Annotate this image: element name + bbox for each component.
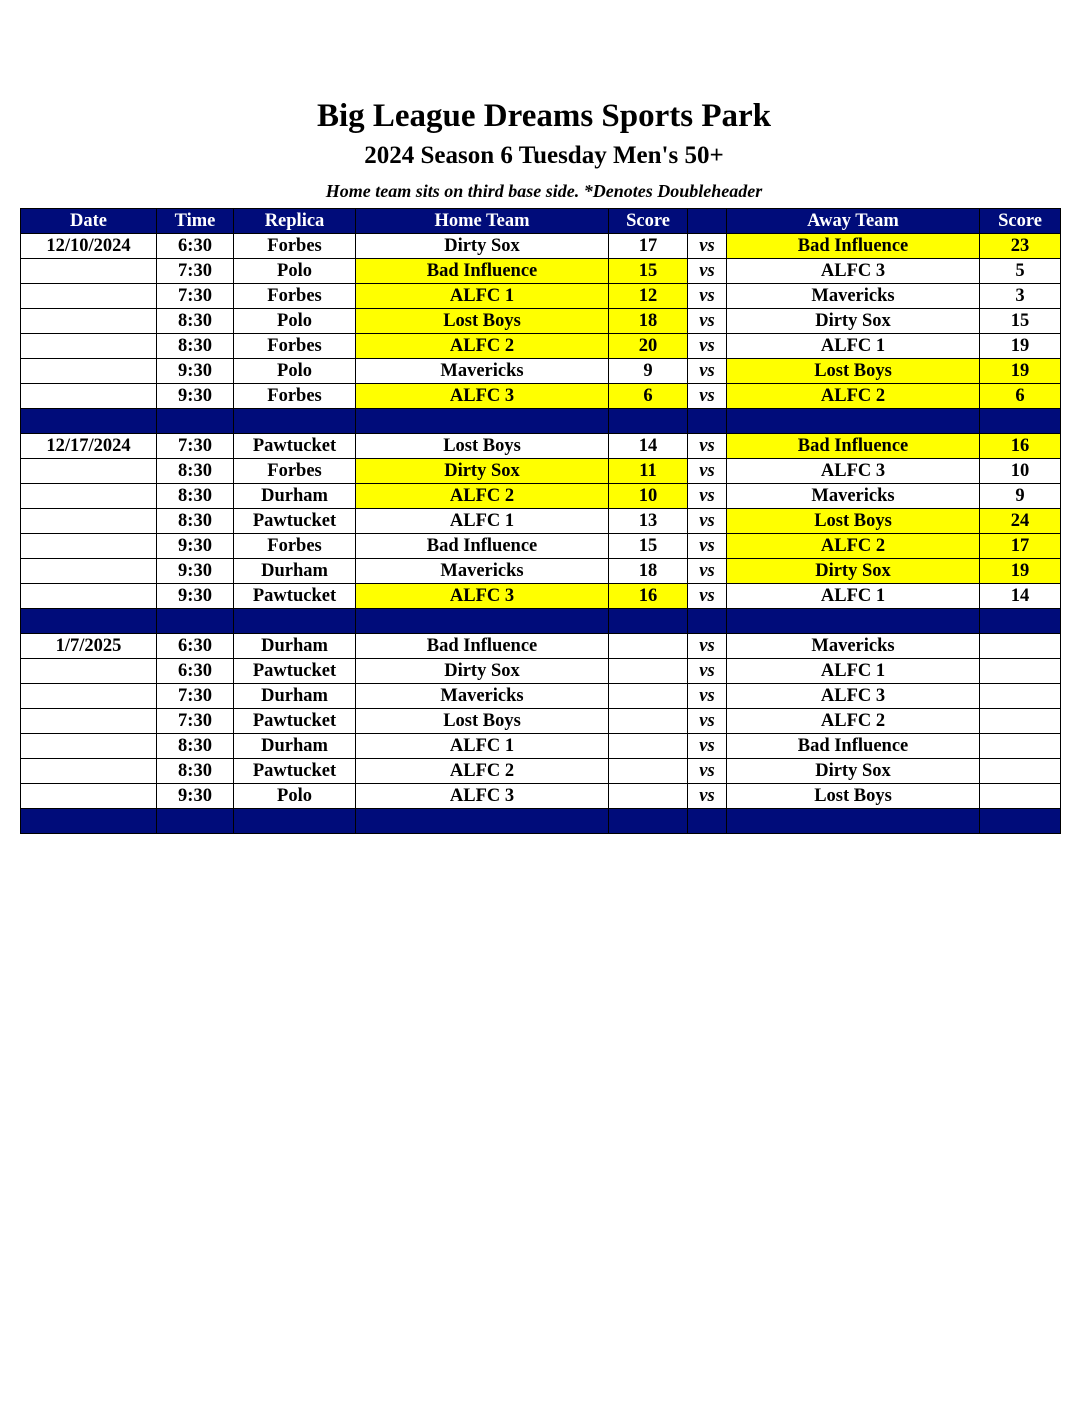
time-cell: 7:30 xyxy=(157,709,234,734)
home-score-cell xyxy=(609,684,688,709)
date-cell xyxy=(21,259,157,284)
replica-cell: Pawtucket xyxy=(234,434,356,459)
home-team-cell: Dirty Sox xyxy=(356,234,609,259)
date-cell xyxy=(21,484,157,509)
away-score-cell: 14 xyxy=(980,584,1061,609)
separator-cell xyxy=(980,809,1061,834)
table-row xyxy=(21,384,1061,409)
table-row xyxy=(21,309,1061,334)
away-score-cell xyxy=(980,634,1061,659)
away-team-cell: ALFC 1 xyxy=(727,584,980,609)
week-separator-row xyxy=(21,409,1061,434)
away-score-cell xyxy=(980,759,1061,784)
home-score-cell: 13 xyxy=(609,509,688,534)
separator-cell xyxy=(356,809,609,834)
page-subtitle: 2024 Season 6 Tuesday Men's 50+ xyxy=(364,142,724,169)
away-score-cell xyxy=(980,709,1061,734)
time-cell: 8:30 xyxy=(157,509,234,534)
time-cell: 8:30 xyxy=(157,309,234,334)
date-cell: 1/7/2025 xyxy=(21,634,157,659)
separator-cell xyxy=(234,409,356,434)
date-cell xyxy=(21,459,157,484)
away-score-cell xyxy=(980,784,1061,809)
vs-label: vs xyxy=(688,709,727,734)
away-team-cell: Mavericks xyxy=(727,634,980,659)
home-score-cell: 12 xyxy=(609,284,688,309)
column-header-home-team: Home Team xyxy=(356,209,609,234)
date-cell: 12/10/2024 xyxy=(21,234,157,259)
time-cell: 9:30 xyxy=(157,784,234,809)
table-row xyxy=(21,259,1061,284)
table-row xyxy=(21,684,1061,709)
week-separator-row xyxy=(21,609,1061,634)
home-score-cell: 15 xyxy=(609,534,688,559)
schedule-table xyxy=(20,208,1061,834)
table-header-row xyxy=(21,209,1061,234)
separator-cell xyxy=(157,609,234,634)
table-row xyxy=(21,734,1061,759)
home-team-cell: ALFC 1 xyxy=(356,284,609,309)
table-row xyxy=(21,459,1061,484)
away-score-cell: 10 xyxy=(980,459,1061,484)
date-cell xyxy=(21,284,157,309)
separator-cell xyxy=(234,609,356,634)
home-score-cell: 14 xyxy=(609,434,688,459)
home-score-cell: 17 xyxy=(609,234,688,259)
table-row xyxy=(21,359,1061,384)
time-cell: 9:30 xyxy=(157,384,234,409)
table-row xyxy=(21,584,1061,609)
vs-label: vs xyxy=(688,334,727,359)
separator-cell xyxy=(609,609,688,634)
date-cell xyxy=(21,309,157,334)
separator-cell xyxy=(727,809,980,834)
separator-cell xyxy=(21,409,157,434)
replica-cell: Polo xyxy=(234,359,356,384)
away-team-cell: ALFC 1 xyxy=(727,334,980,359)
time-cell: 8:30 xyxy=(157,734,234,759)
column-header-date: Date xyxy=(21,209,157,234)
time-cell: 7:30 xyxy=(157,434,234,459)
home-score-cell xyxy=(609,784,688,809)
separator-cell xyxy=(21,809,157,834)
home-score-cell xyxy=(609,759,688,784)
separator-cell xyxy=(609,409,688,434)
time-cell: 7:30 xyxy=(157,284,234,309)
away-score-cell: 16 xyxy=(980,434,1061,459)
home-team-cell: ALFC 1 xyxy=(356,734,609,759)
time-cell: 8:30 xyxy=(157,484,234,509)
replica-cell: Polo xyxy=(234,784,356,809)
table-row xyxy=(21,434,1061,459)
away-score-cell: 6 xyxy=(980,384,1061,409)
table-row xyxy=(21,534,1061,559)
table-row xyxy=(21,709,1061,734)
separator-cell xyxy=(157,409,234,434)
replica-cell: Pawtucket xyxy=(234,584,356,609)
replica-cell: Polo xyxy=(234,309,356,334)
away-team-cell: ALFC 3 xyxy=(727,259,980,284)
column-header-home-score: Score xyxy=(609,209,688,234)
home-team-cell: ALFC 1 xyxy=(356,509,609,534)
home-team-cell: Dirty Sox xyxy=(356,459,609,484)
separator-cell xyxy=(21,609,157,634)
vs-label: vs xyxy=(688,559,727,584)
date-cell xyxy=(21,584,157,609)
away-score-cell: 23 xyxy=(980,234,1061,259)
date-cell xyxy=(21,384,157,409)
home-team-cell: Mavericks xyxy=(356,559,609,584)
home-score-cell: 9 xyxy=(609,359,688,384)
separator-cell xyxy=(356,409,609,434)
away-team-cell: Mavericks xyxy=(727,284,980,309)
away-score-cell: 3 xyxy=(980,284,1061,309)
column-header-away-team: Away Team xyxy=(727,209,980,234)
vs-label: vs xyxy=(688,284,727,309)
home-score-cell xyxy=(609,709,688,734)
replica-cell: Forbes xyxy=(234,459,356,484)
vs-label: vs xyxy=(688,259,727,284)
column-header-time: Time xyxy=(157,209,234,234)
home-score-cell xyxy=(609,734,688,759)
time-cell: 8:30 xyxy=(157,759,234,784)
vs-label: vs xyxy=(688,659,727,684)
column-header-away-score: Score xyxy=(980,209,1061,234)
replica-cell: Pawtucket xyxy=(234,759,356,784)
home-score-cell: 18 xyxy=(609,559,688,584)
home-score-cell xyxy=(609,659,688,684)
table-row xyxy=(21,334,1061,359)
away-team-cell: ALFC 3 xyxy=(727,459,980,484)
table-row xyxy=(21,559,1061,584)
time-cell: 6:30 xyxy=(157,634,234,659)
page-title: Big League Dreams Sports Park xyxy=(316,98,772,134)
replica-cell: Forbes xyxy=(234,234,356,259)
separator-cell xyxy=(980,609,1061,634)
home-team-cell: Bad Influence xyxy=(356,259,609,284)
away-score-cell: 19 xyxy=(980,559,1061,584)
replica-cell: Durham xyxy=(234,634,356,659)
home-team-cell: ALFC 3 xyxy=(356,384,609,409)
vs-label: vs xyxy=(688,234,727,259)
time-cell: 7:30 xyxy=(157,684,234,709)
away-team-cell: Dirty Sox xyxy=(727,759,980,784)
home-team-cell: Lost Boys xyxy=(356,709,609,734)
away-score-cell: 9 xyxy=(980,484,1061,509)
date-cell xyxy=(21,659,157,684)
vs-label: vs xyxy=(688,509,727,534)
home-score-cell: 20 xyxy=(609,334,688,359)
away-team-cell: Bad Influence xyxy=(727,234,980,259)
away-score-cell: 24 xyxy=(980,509,1061,534)
vs-label: vs xyxy=(688,459,727,484)
away-team-cell: Bad Influence xyxy=(727,434,980,459)
away-score-cell: 19 xyxy=(980,359,1061,384)
home-team-cell: ALFC 2 xyxy=(356,334,609,359)
replica-cell: Forbes xyxy=(234,384,356,409)
date-cell xyxy=(21,559,157,584)
date-cell xyxy=(21,534,157,559)
table-row xyxy=(21,234,1061,259)
replica-cell: Pawtucket xyxy=(234,709,356,734)
table-row xyxy=(21,484,1061,509)
away-team-cell: Mavericks xyxy=(727,484,980,509)
date-cell xyxy=(21,509,157,534)
away-team-cell: Lost Boys xyxy=(727,784,980,809)
replica-cell: Durham xyxy=(234,684,356,709)
time-cell: 9:30 xyxy=(157,359,234,384)
vs-label: vs xyxy=(688,784,727,809)
away-team-cell: ALFC 2 xyxy=(727,709,980,734)
separator-cell xyxy=(727,609,980,634)
away-team-cell: Dirty Sox xyxy=(727,559,980,584)
vs-label: vs xyxy=(688,684,727,709)
replica-cell: Forbes xyxy=(234,534,356,559)
date-cell xyxy=(21,334,157,359)
date-cell xyxy=(21,734,157,759)
replica-cell: Pawtucket xyxy=(234,659,356,684)
separator-cell xyxy=(688,609,727,634)
table-row xyxy=(21,759,1061,784)
away-score-cell xyxy=(980,659,1061,684)
away-team-cell: Bad Influence xyxy=(727,734,980,759)
schedule-note: Home team sits on third base side. *Denotes Doubleheader xyxy=(325,181,763,201)
home-team-cell: ALFC 2 xyxy=(356,484,609,509)
home-team-cell: Lost Boys xyxy=(356,309,609,334)
away-team-cell: ALFC 2 xyxy=(727,384,980,409)
away-team-cell: Lost Boys xyxy=(727,359,980,384)
time-cell: 8:30 xyxy=(157,459,234,484)
schedule-body xyxy=(21,234,1061,834)
vs-label: vs xyxy=(688,734,727,759)
time-cell: 9:30 xyxy=(157,584,234,609)
time-cell: 7:30 xyxy=(157,259,234,284)
separator-cell xyxy=(356,609,609,634)
vs-label: vs xyxy=(688,309,727,334)
separator-cell xyxy=(157,809,234,834)
separator-cell xyxy=(609,809,688,834)
vs-label: vs xyxy=(688,384,727,409)
vs-label: vs xyxy=(688,434,727,459)
table-row xyxy=(21,284,1061,309)
vs-label: vs xyxy=(688,534,727,559)
table-row xyxy=(21,659,1061,684)
separator-cell xyxy=(234,809,356,834)
home-score-cell: 16 xyxy=(609,584,688,609)
vs-label: vs xyxy=(688,359,727,384)
away-score-cell: 15 xyxy=(980,309,1061,334)
vs-label: vs xyxy=(688,484,727,509)
replica-cell: Forbes xyxy=(234,334,356,359)
vs-label: vs xyxy=(688,759,727,784)
home-team-cell: ALFC 3 xyxy=(356,584,609,609)
separator-cell xyxy=(980,409,1061,434)
date-cell xyxy=(21,359,157,384)
home-score-cell xyxy=(609,634,688,659)
away-team-cell: Dirty Sox xyxy=(727,309,980,334)
time-cell: 9:30 xyxy=(157,559,234,584)
home-score-cell: 10 xyxy=(609,484,688,509)
separator-cell xyxy=(688,809,727,834)
home-team-cell: Mavericks xyxy=(356,684,609,709)
home-score-cell: 6 xyxy=(609,384,688,409)
date-cell: 12/17/2024 xyxy=(21,434,157,459)
home-team-cell: Bad Influence xyxy=(356,634,609,659)
replica-cell: Polo xyxy=(234,259,356,284)
separator-cell xyxy=(688,409,727,434)
home-team-cell: ALFC 3 xyxy=(356,784,609,809)
replica-cell: Durham xyxy=(234,734,356,759)
week-separator-row xyxy=(21,809,1061,834)
time-cell: 6:30 xyxy=(157,659,234,684)
time-cell: 9:30 xyxy=(157,534,234,559)
table-row xyxy=(21,634,1061,659)
away-score-cell: 17 xyxy=(980,534,1061,559)
time-cell: 6:30 xyxy=(157,234,234,259)
time-cell: 8:30 xyxy=(157,334,234,359)
column-header-vs xyxy=(688,209,727,234)
home-score-cell: 11 xyxy=(609,459,688,484)
date-cell xyxy=(21,759,157,784)
table-row xyxy=(21,784,1061,809)
home-team-cell: ALFC 2 xyxy=(356,759,609,784)
home-score-cell: 15 xyxy=(609,259,688,284)
date-cell xyxy=(21,684,157,709)
home-team-cell: Lost Boys xyxy=(356,434,609,459)
home-team-cell: Dirty Sox xyxy=(356,659,609,684)
away-team-cell: ALFC 2 xyxy=(727,534,980,559)
date-cell xyxy=(21,709,157,734)
replica-cell: Durham xyxy=(234,484,356,509)
home-team-cell: Mavericks xyxy=(356,359,609,384)
away-team-cell: ALFC 3 xyxy=(727,684,980,709)
home-score-cell: 18 xyxy=(609,309,688,334)
vs-label: vs xyxy=(688,634,727,659)
away-score-cell xyxy=(980,684,1061,709)
separator-cell xyxy=(727,409,980,434)
date-cell xyxy=(21,784,157,809)
vs-label: vs xyxy=(688,584,727,609)
replica-cell: Pawtucket xyxy=(234,509,356,534)
replica-cell: Durham xyxy=(234,559,356,584)
away-score-cell: 19 xyxy=(980,334,1061,359)
column-header-replica: Replica xyxy=(234,209,356,234)
away-team-cell: ALFC 1 xyxy=(727,659,980,684)
away-team-cell: Lost Boys xyxy=(727,509,980,534)
home-team-cell: Bad Influence xyxy=(356,534,609,559)
away-score-cell: 5 xyxy=(980,259,1061,284)
away-score-cell xyxy=(980,734,1061,759)
replica-cell: Forbes xyxy=(234,284,356,309)
table-row xyxy=(21,509,1061,534)
